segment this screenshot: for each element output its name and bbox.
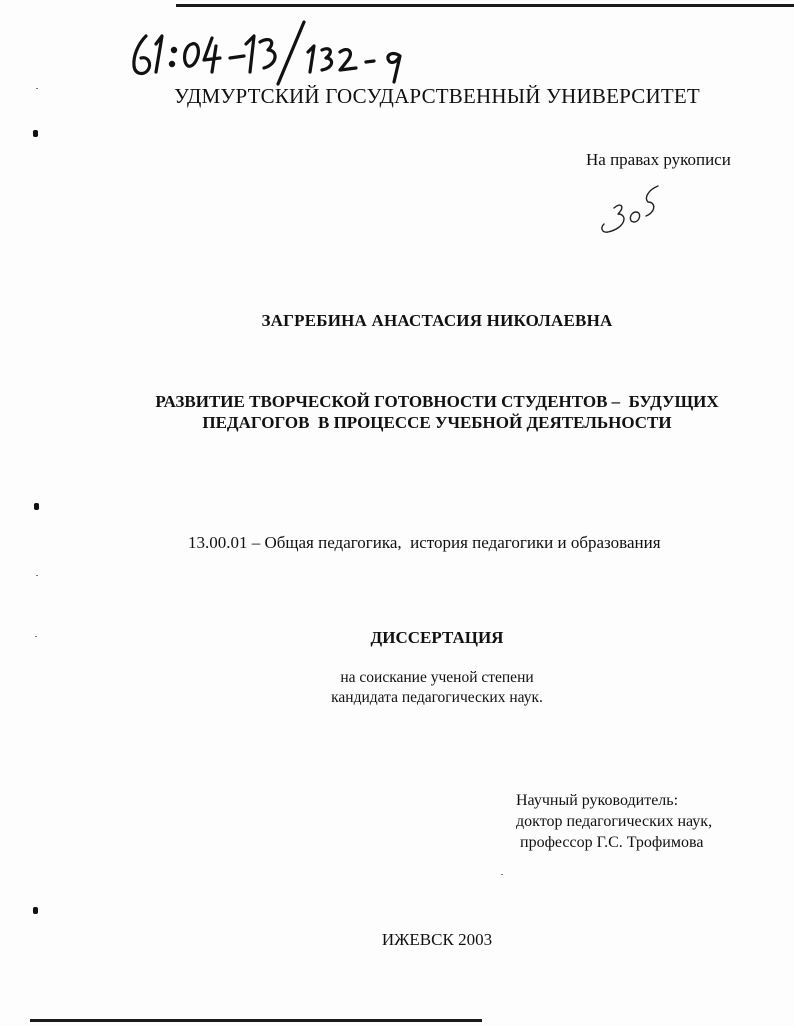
scan-speck (501, 874, 503, 875)
degree-line: кандидата педагогических наук. (331, 689, 543, 706)
author-name: ЗАГРЕБИНА АНАСТАСИЯ НИКОЛАЕВНА (261, 311, 613, 330)
document-type: ДИССЕРТАЦИЯ (370, 628, 504, 647)
manuscript-rights-note: На правах рукописи (586, 150, 731, 169)
scan-speck (36, 575, 38, 576)
university-name: УДМУРТСКИЙ ГОСУДАРСТВЕННЫЙ УНИВЕРСИТЕТ (174, 84, 700, 108)
title-line: РАЗВИТИЕ ТВОРЧЕСКОЙ ГОТОВНОСТИ СТУДЕНТОВ – БУДУЩИХ (155, 392, 719, 411)
punch-hole-mark (33, 130, 38, 137)
supervisor-line: доктор педагогических наук, (516, 813, 713, 830)
punch-hole-mark (33, 907, 38, 914)
supervisor-line: профессор Г.С. Трофимова (516, 834, 704, 851)
degree-statement (0, 668, 794, 708)
scan-edge-bottom (30, 1019, 482, 1022)
specialty-code: 13.00.01 – Общая педагогика, история педагогики и образования (188, 533, 661, 552)
punch-hole-mark (34, 503, 39, 510)
city-and-year: ИЖЕВСК 2003 (381, 930, 493, 949)
degree-line: на соискание ученой степени (340, 669, 534, 686)
handwritten-signature (596, 178, 666, 240)
scientific-supervisor (516, 790, 712, 853)
dissertation-title (0, 391, 794, 433)
supervisor-line: Научный руководитель: (516, 792, 679, 809)
scan-edge-top (176, 4, 794, 7)
title-line: ПЕДАГОГОВ В ПРОЦЕССЕ УЧЕБНОЙ ДЕЯТЕЛЬНОСТИ (202, 413, 672, 432)
handwritten-archive-code (128, 16, 428, 86)
